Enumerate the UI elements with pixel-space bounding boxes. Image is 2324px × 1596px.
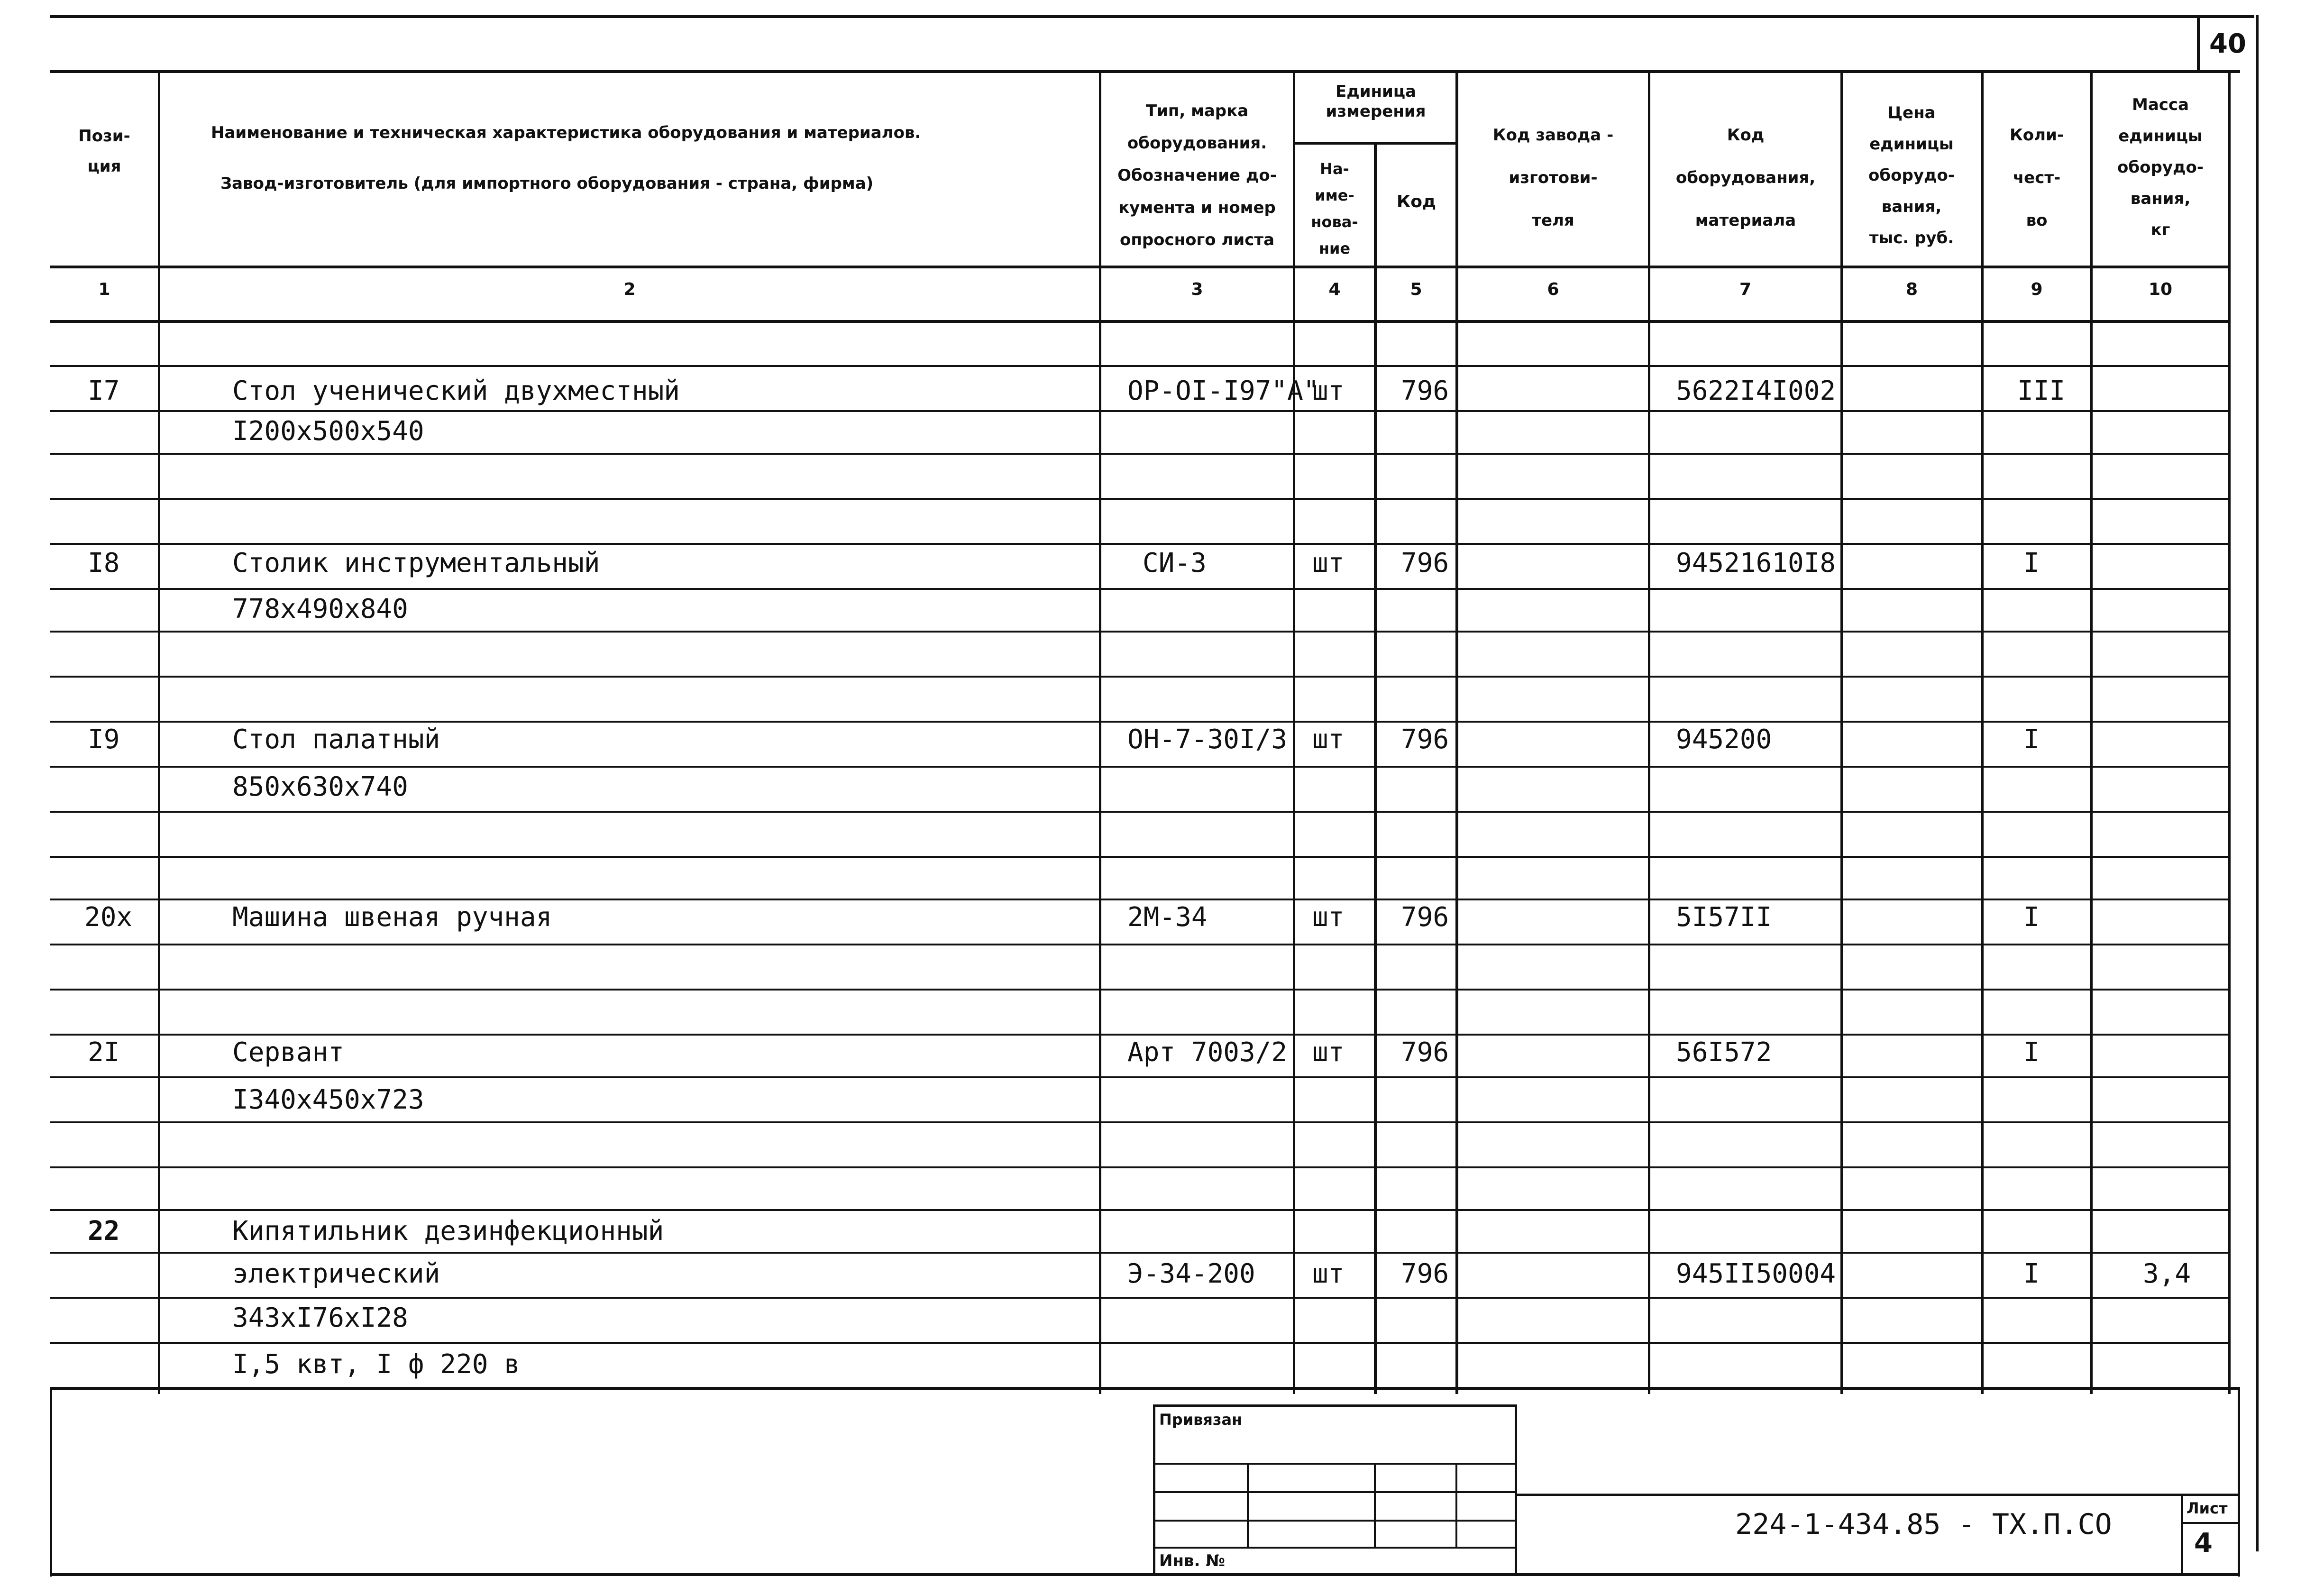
header-unit-name: На- име- нова- ние: [1311, 160, 1358, 257]
row-type: Арт 7003/2: [1127, 1037, 1288, 1068]
row-position: I7: [88, 376, 120, 406]
stamp-box-line: [1153, 1491, 1517, 1493]
row-code: 56I572: [1676, 1037, 1772, 1068]
row-line: [50, 410, 2231, 412]
row-line: [50, 811, 2231, 813]
page-number: 40: [2209, 28, 2246, 59]
row-name: 778x490x840: [232, 594, 408, 624]
stamp-box-vline: [1374, 1463, 1376, 1548]
col-line-v7: [1981, 71, 1984, 1394]
row-position: I8: [88, 548, 120, 578]
stamp-box-top: [1153, 1404, 1517, 1407]
row-name: 343xI76xI28: [232, 1302, 408, 1333]
row-code: 945II50004: [1676, 1258, 1836, 1289]
stamp-box-vline: [1455, 1463, 1457, 1548]
sheet-box-mid: [2181, 1522, 2239, 1524]
stamp-box-right: [1515, 1404, 1517, 1575]
frame-right-line-bottom: [2238, 1387, 2240, 1577]
row-position: I9: [88, 724, 120, 755]
row-name: Стол ученический двухместный: [232, 376, 680, 406]
column-number: 4: [1328, 280, 1341, 299]
row-name: Машина швеная ручная: [232, 902, 552, 933]
header-price: Цена единицы оборудо- вания, тыс. руб.: [1868, 103, 1955, 248]
col-line-v9: [2228, 71, 2231, 1394]
row-line: [50, 588, 2231, 590]
row-line: [50, 365, 2231, 367]
row-unit: шт: [1312, 548, 1345, 578]
row-position: 22: [88, 1216, 120, 1247]
row-line: [50, 721, 2231, 723]
col-line-v2: [1293, 71, 1295, 1394]
colnum-bottom-line: [50, 320, 2231, 323]
row-name: I340x450x723: [232, 1084, 424, 1115]
row-unit: шт: [1312, 376, 1345, 406]
row-line: [50, 989, 2231, 991]
row-line: [50, 899, 2231, 900]
header-unit-code: Код: [1396, 192, 1436, 211]
row-position: 2I: [88, 1037, 120, 1068]
column-number: 3: [1191, 280, 1203, 299]
col-line-v4: [1455, 71, 1458, 1394]
row-code: 945200: [1676, 724, 1772, 755]
top-border-line: [50, 15, 2254, 18]
row-line: [50, 676, 2231, 678]
row-position: 20x: [84, 902, 133, 933]
row-quantity: I: [2023, 724, 2040, 755]
row-line: [50, 856, 2231, 858]
col-line-v6: [1840, 71, 1843, 1394]
stamp-box-left: [1153, 1404, 1155, 1575]
row-name: I200x500x540: [232, 416, 424, 447]
row-name: I,5 квт, I ф 220 в: [232, 1349, 520, 1380]
row-line: [50, 498, 2231, 500]
row-type: ОР-ОI-I97"А": [1127, 376, 1319, 406]
frame-bottom-line: [50, 1573, 2240, 1576]
row-type: 2М-34: [1127, 902, 1208, 933]
header-name-line1: Наименование и техническая характеристика оборудования и материалов.: [211, 123, 921, 142]
sheet-number: 4: [2194, 1528, 2213, 1559]
row-name: Сервант: [232, 1037, 345, 1068]
right-frame-line: [2256, 15, 2259, 1551]
row-unit: шт: [1312, 902, 1345, 933]
column-number: 5: [1410, 280, 1422, 299]
header-name-line2: Завод-изготовитель (для импортного оборудования - страна, фирма): [220, 174, 874, 193]
header-bottom-line: [50, 266, 2231, 268]
row-line: [50, 1342, 2231, 1344]
frame-left-line: [50, 1387, 52, 1577]
stamp-box-vline: [1247, 1463, 1249, 1548]
row-line: [50, 1297, 2231, 1299]
col-line-v0: [158, 71, 160, 1394]
row-line: [50, 1034, 2231, 1036]
header-unit-group: Единица измерения: [1326, 82, 1426, 121]
header-mass: Масса единицы оборудо- вания, кг: [2117, 95, 2204, 239]
row-unit-code: 796: [1401, 1258, 1449, 1289]
stamp-box-line: [1153, 1463, 1517, 1465]
stamp-doc-top: [1515, 1494, 2239, 1496]
column-number: 2: [623, 280, 636, 299]
row-code: 5I57II: [1676, 902, 1772, 933]
row-line: [50, 1252, 2231, 1254]
row-unit-code: 796: [1401, 548, 1449, 578]
unit-group-divider: [1293, 142, 1457, 145]
row-type: Э-34-200: [1127, 1258, 1255, 1289]
row-unit-code: 796: [1401, 1037, 1449, 1068]
row-code: 5622I4I002: [1676, 376, 1836, 406]
col-line-v1: [1099, 71, 1101, 1394]
col-line-v5: [1648, 71, 1650, 1394]
row-name: Стол палатный: [232, 724, 440, 755]
row-line: [50, 944, 2231, 945]
row-quantity: I: [2023, 1037, 2040, 1068]
row-unit: шт: [1312, 724, 1345, 755]
row-unit-code: 796: [1401, 724, 1449, 755]
sheet-label: Лист: [2187, 1499, 2228, 1517]
document-code: 224-1-434.85 - ТХ.П.СО: [1735, 1508, 2112, 1541]
column-number: 8: [1905, 280, 1918, 299]
row-unit-code: 796: [1401, 376, 1449, 406]
row-unit: шт: [1312, 1258, 1345, 1289]
row-quantity: I: [2023, 548, 2040, 578]
row-quantity: I: [2023, 1258, 2040, 1289]
header-position: Пози- ция: [78, 127, 130, 176]
row-quantity: I: [2023, 902, 2040, 933]
row-name: электрический: [232, 1258, 440, 1289]
row-line: [50, 453, 2231, 455]
row-name: Столик инструментальный: [232, 548, 600, 578]
header-plant-code: Код завода - изготови- теля: [1492, 126, 1614, 230]
row-code: 94521610I8: [1676, 548, 1836, 578]
row-unit-code: 796: [1401, 902, 1449, 933]
column-number: 7: [1739, 280, 1752, 299]
row-name: Кипятильник дезинфекционный: [232, 1216, 664, 1247]
row-type: СИ-3: [1143, 548, 1207, 578]
stamp-box-line: [1153, 1547, 1517, 1549]
col-line-v3: [1374, 142, 1377, 1394]
row-type: ОН-7-30I/3: [1127, 724, 1288, 755]
row-line: [50, 631, 2231, 633]
col-line-v8: [2090, 71, 2093, 1394]
header-type: Тип, марка оборудования. Обозначение до- кумента и номер опросного листа: [1117, 101, 1277, 249]
column-number: 6: [1547, 280, 1559, 299]
column-number: 10: [2148, 280, 2173, 299]
row-line: [50, 1121, 2231, 1123]
stamp-box-line: [1153, 1520, 1517, 1522]
row-line: [50, 766, 2231, 768]
sheet-box-left: [2181, 1494, 2183, 1575]
row-line: [50, 1209, 2231, 1211]
row-name: 850x630x740: [232, 771, 408, 802]
attached-label: Привязан: [1159, 1411, 1243, 1429]
header-quantity: Коли- чест- во: [2010, 126, 2064, 230]
inventory-label: Инв. №: [1159, 1551, 1226, 1570]
column-number: 9: [2031, 280, 2043, 299]
column-number: 1: [98, 280, 110, 299]
row-line: [50, 543, 2231, 545]
header-equipment-code: Код оборудования, материала: [1675, 126, 1816, 230]
row-mass: 3,4: [2143, 1258, 2191, 1289]
row-unit: шт: [1312, 1037, 1345, 1068]
header-top-line: [50, 70, 2240, 73]
table-bottom-line: [50, 1387, 2240, 1390]
row-quantity: III: [2017, 376, 2066, 406]
row-line: [50, 1166, 2231, 1168]
row-line: [50, 1076, 2231, 1078]
